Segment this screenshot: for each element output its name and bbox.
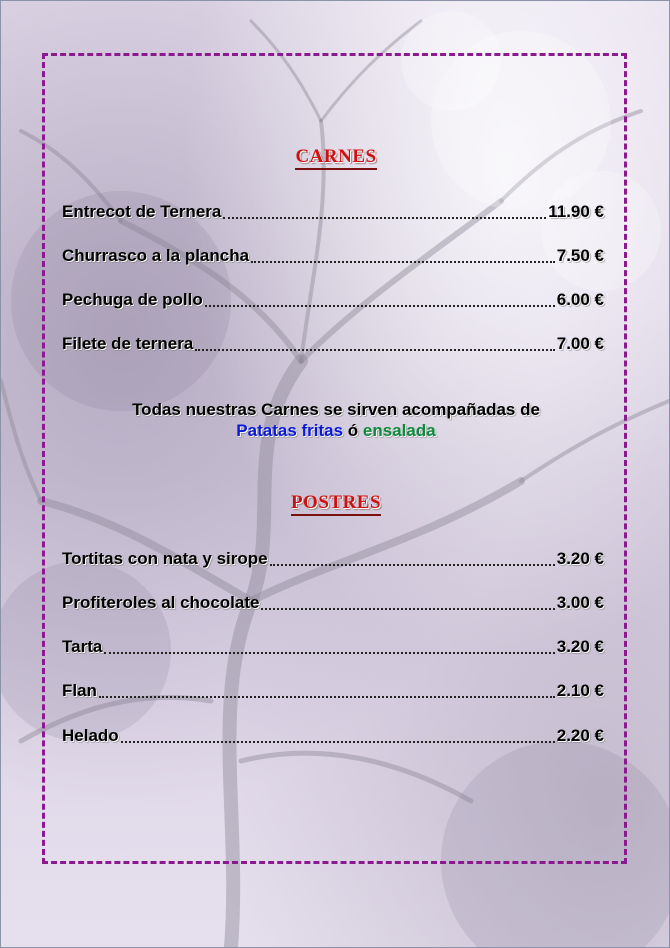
item-name: Tortitas con nata y sirope (62, 549, 268, 568)
sides-note-line2 (42, 420, 630, 441)
item-price: 7.50 € (556, 246, 604, 265)
section-title-carnes: CARNES (1, 146, 670, 168)
menu-item-flan (62, 677, 604, 701)
menu-item-profiteroles (62, 589, 604, 613)
item-price: 3.20 € (556, 549, 604, 568)
dot-leader (251, 260, 555, 263)
item-name: Flan (62, 681, 97, 700)
item-price: 2.20 € (556, 726, 604, 745)
sides-note-line1: Todas nuestras Carnes se sirven acompañadas de (132, 400, 540, 419)
menu-item-helado (62, 722, 604, 746)
item-price: 11.90 € (548, 202, 604, 221)
item-price: 7.00 € (556, 334, 604, 353)
dot-leader (205, 304, 555, 307)
dot-leader (270, 563, 555, 566)
menu-item-entrecot (62, 198, 604, 222)
dot-leader (223, 216, 546, 219)
item-name: Entrecot de Ternera (62, 202, 222, 221)
item-price: 2.10 € (556, 681, 604, 700)
item-name: Pechuga de pollo (62, 290, 203, 309)
sides-note (42, 399, 630, 441)
menu-item-filete (62, 330, 604, 354)
dot-leader (261, 607, 554, 610)
section-title-postres: POSTRES (1, 492, 670, 514)
dot-leader (121, 740, 555, 743)
item-name: Helado (62, 726, 119, 745)
item-price: 3.20 € (556, 637, 604, 656)
dot-leader (104, 651, 554, 654)
side-option-ensalada: ensalada (362, 421, 436, 440)
dot-leader (195, 348, 554, 351)
item-name: Tarta (62, 637, 103, 656)
item-price: 6.00 € (556, 290, 604, 309)
menu-item-tarta (62, 633, 604, 657)
side-option-patatas: Patatas fritas (236, 421, 344, 440)
menu-item-churrasco (62, 242, 604, 266)
side-connector: ó (343, 421, 363, 440)
item-name: Filete de ternera (62, 334, 194, 353)
menu-item-tortitas (62, 545, 604, 569)
item-name: Churrasco a la plancha (62, 246, 250, 265)
item-price: 3.00 € (556, 593, 604, 612)
dot-leader (99, 695, 555, 698)
item-name: Profiteroles al chocolate (62, 593, 260, 612)
menu-item-pechuga (62, 286, 604, 310)
